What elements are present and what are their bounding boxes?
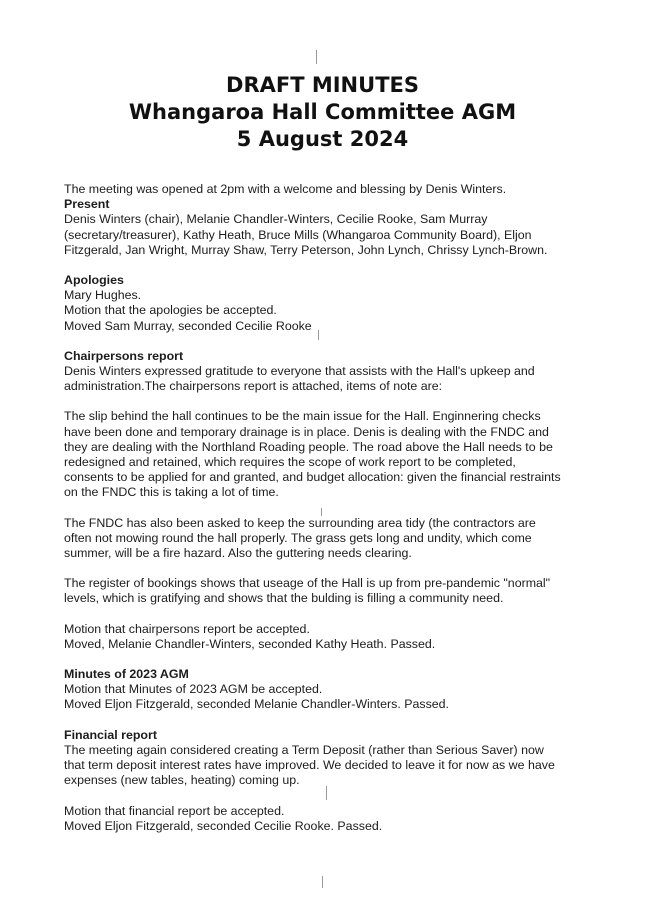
title-line-date: 5 August 2024 — [236, 127, 409, 151]
section-heading-present: Present — [64, 197, 110, 212]
financial-line: expenses (new tables, heating) coming up. — [64, 773, 300, 788]
present-line: Denis Winters (chair), Melanie Chandler-Winters, Cecilie Rooke, Sam Murray — [64, 212, 488, 227]
scan-speck — [316, 50, 317, 64]
section-financial-report — [64, 728, 624, 834]
chair-line: summer, will be a fire hazard. Also the guttering needs clearing. — [64, 546, 412, 561]
chair-line: Motion that chairpersons report be accepted. — [64, 621, 310, 636]
financial-line: The meeting again considered creating a Term Deposit (rather than Serious Saver) now — [64, 742, 544, 757]
section-present — [64, 197, 624, 258]
chair-line: Denis Winters expressed gratitude to everyone that assists with the Hall's upkeep and — [64, 364, 535, 379]
section-heading-minutes-2023: Minutes of 2023 AGM — [64, 667, 189, 682]
section-chairpersons-report — [64, 349, 624, 652]
chair-line: redesigned and retained, which requires the scope of work report to be completed, — [64, 455, 516, 470]
chair-line: Moved, Melanie Chandler-Winters, seconded Kathy Heath. Passed. — [64, 636, 436, 651]
present-line: (secretary/treasurer), Kathy Heath, Bruce Mills (Whangaroa Community Board), Eljon — [64, 227, 532, 242]
chair-line: administration.The chairpersons report is attached, items of note are: — [64, 379, 443, 394]
scan-speck — [322, 876, 323, 888]
chair-line: they are dealing with the Northland Roading people. The road above the Hall needs to be — [64, 439, 553, 454]
opening-statement: The meeting was opened at 2pm with a welcome and blessing by Denis Winters. — [64, 182, 507, 196]
apologies-line: Mary Hughes. — [64, 288, 142, 303]
chair-line: have been done and temporary drainage is in place. Denis is dealing with the FNDC and — [64, 424, 549, 439]
chair-paragraph — [64, 516, 624, 562]
chair-paragraph — [64, 622, 624, 652]
minutes-line: Moved Eljon Fitzgerald, seconded Melanie Chandler-Winters. Passed. — [64, 697, 449, 712]
section-heading-financial-report: Financial report — [64, 727, 157, 742]
chair-paragraph — [64, 576, 624, 606]
minutes-line: Motion that Minutes of 2023 AGM be accepted. — [64, 682, 323, 697]
financial-paragraph — [64, 804, 624, 834]
present-line: Fitzgerald, Jan Wright, Murray Shaw, Terry Peterson, John Lynch, Chrissy Lynch-Brown. — [64, 242, 548, 257]
section-apologies — [64, 273, 624, 334]
minutes-body — [64, 182, 624, 849]
chair-paragraph — [64, 364, 624, 394]
financial-paragraph — [64, 743, 624, 789]
section-heading-apologies: Apologies — [64, 273, 124, 288]
financial-line: that term deposit interest rates have improved. We decided to leave it for now as we have — [64, 758, 555, 773]
chair-line: on the FNDC this is taking a lot of time. — [64, 485, 279, 500]
chair-line: The FNDC has also been asked to keep the surrounding area tidy (the contractors are — [64, 515, 536, 530]
chair-line: The register of bookings shows that useage of the Hall is up from pre-pandemic "normal" — [64, 576, 551, 591]
document-title — [0, 72, 645, 153]
chair-line: levels, which is gratifying and shows that the bulding is filling a community need. — [64, 591, 504, 606]
chair-paragraph — [64, 409, 624, 500]
chair-line: often not mowing round the hall properly. The grass gets long and undity, which come — [64, 530, 532, 545]
section-heading-chairpersons-report: Chairpersons report — [64, 348, 184, 363]
section-minutes-2023 — [64, 667, 624, 713]
title-line-committee: Whangaroa Hall Committee AGM — [128, 100, 517, 124]
chair-line: consents to be applied for and granted, and budget allocation: given the financial restraints — [64, 470, 561, 485]
apologies-line: Moved Sam Murray, seconded Cecilie Rooke — [64, 318, 312, 333]
apologies-line: Motion that the apologies be accepted. — [64, 303, 277, 318]
financial-line: Moved Eljon Fitzgerald, seconded Cecilie Rooke. Passed. — [64, 818, 383, 833]
chair-line: The slip behind the hall continues to be the main issue for the Hall. Enginnering checks — [64, 409, 541, 424]
financial-line: Motion that financial report be accepted. — [64, 803, 285, 818]
title-line-draft-minutes: DRAFT MINUTES — [226, 73, 419, 97]
